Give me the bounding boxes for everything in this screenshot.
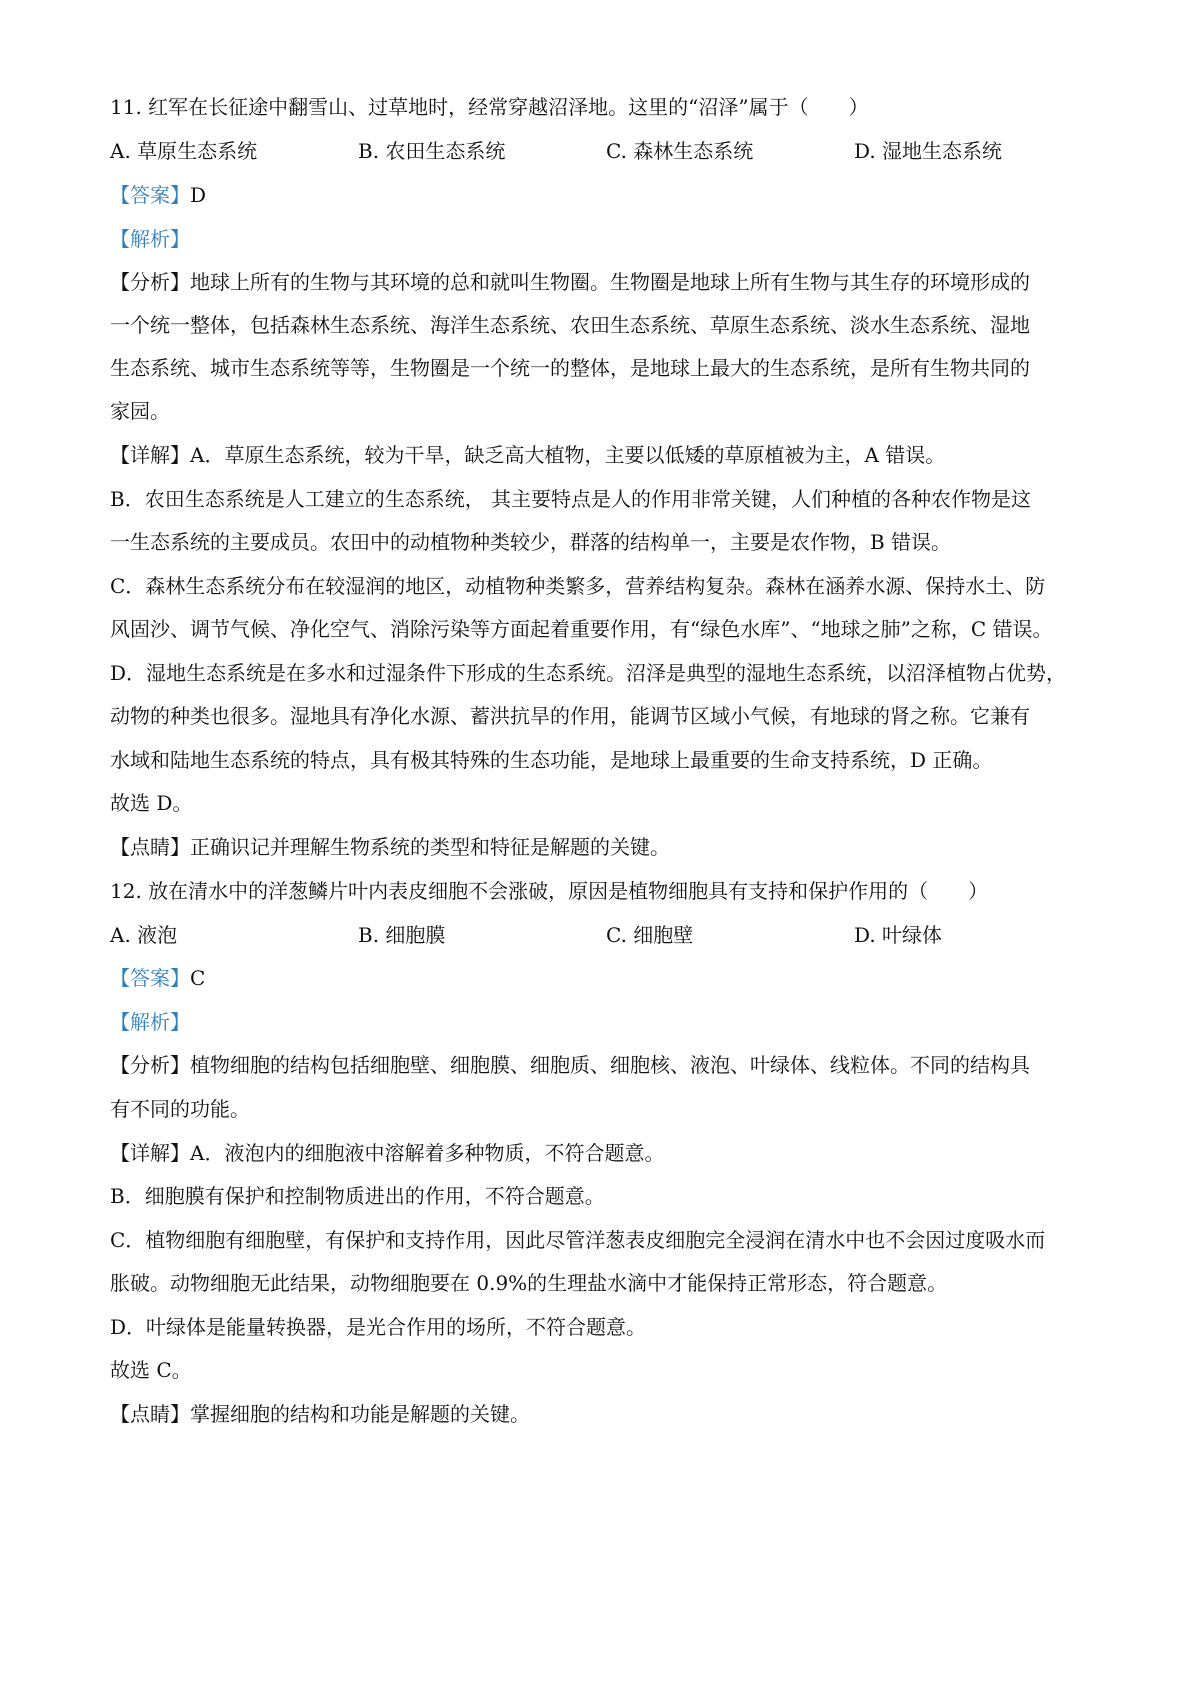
- q12-xiangjie-line-6: 故选 C。: [110, 1358, 192, 1382]
- q12-answer: C: [190, 966, 206, 990]
- q12-option-d: D. 叶绿体: [854, 923, 943, 947]
- q11-fenxi-line-3: 生态系统、城市生态系统等等，生物圈是一个统一的整体，是地球上最大的生态系统，是所有生物共同的: [110, 356, 1030, 380]
- q12-xiangjie-line-5: D．叶绿体是能量转换器，是光合作用的场所，不符合题意。: [110, 1315, 647, 1339]
- q12-option-c: C. 细胞壁: [606, 923, 694, 947]
- q11-fenxi-line-1: [110, 267, 1100, 297]
- q11-xiangjie-line-9: 故选 D。: [110, 791, 193, 815]
- q11-answer-line: [110, 180, 1100, 210]
- q12-answer-line: [110, 963, 1100, 993]
- q11-options: [110, 136, 1100, 166]
- q11-option-b: B. 农田生态系统: [358, 139, 506, 163]
- q11-analysis-tag: 【解析】: [110, 227, 190, 251]
- q11-answer-tag: 【答案】: [110, 183, 190, 207]
- q11-dianjing-line: [110, 832, 1100, 862]
- q11-xiangjie-line-1: [110, 440, 1100, 470]
- q11-xiangjie-tag: 【详解】: [110, 443, 190, 467]
- q12-fenxi-tag: 【分析】: [110, 1053, 190, 1077]
- q12-dianjing-text: 掌握细胞的结构和功能是解题的关键。: [190, 1402, 530, 1426]
- q12-option-a: A. 液泡: [110, 923, 178, 947]
- q11-question: 11. 红军在长征途中翻雪山、过草地时，经常穿越沼泽地。这里的“沼泽”属于（ ）: [110, 95, 869, 119]
- q11-dianjing-text: 正确识记并理解生物系统的类型和特征是解题的关键。: [190, 835, 670, 859]
- q11-dianjing-tag: 【点睛】: [110, 835, 190, 859]
- q12-xiangjie-line-2: B．细胞膜有保护和控制物质进出的作用，不符合题意。: [110, 1184, 605, 1208]
- q11-fenxi-tag: 【分析】: [110, 270, 190, 294]
- q12-analysis-tag: 【解析】: [110, 1010, 190, 1034]
- q12-xiangjie-line-3: C．植物细胞有细胞壁，有保护和支持作用，因此尽管洋葱表皮细胞完全浸润在清水中也不会因过度吸水而: [110, 1228, 1046, 1252]
- q11-answer: D: [190, 183, 207, 207]
- q11-fenxi-line-4: 家园。: [110, 399, 170, 423]
- q11-option-c: C. 森林生态系统: [606, 139, 754, 163]
- q12-fenxi-line-1: [110, 1050, 1100, 1080]
- q11-xiangjie-line-8: 水域和陆地生态系统的特点，具有极其特殊的生态功能，是地球上最重要的生命支持系统，D 正确。: [110, 748, 993, 772]
- q12-xiangjie-tag: 【详解】: [110, 1141, 190, 1165]
- q12-xiangjie-line-1: [110, 1138, 1100, 1168]
- q12-fenxi-line-2: 有不同的功能。: [110, 1097, 250, 1121]
- q12-dianjing-tag: 【点睛】: [110, 1402, 190, 1426]
- q12-option-b: B. 细胞膜: [358, 923, 446, 947]
- q12-options: [110, 920, 1100, 950]
- q11-fenxi-line-2: 一个统一整体，包括森林生态系统、海洋生态系统、农田生态系统、草原生态系统、淡水生态系统、湿地: [110, 313, 1030, 337]
- q11-option-a: A. 草原生态系统: [110, 139, 258, 163]
- q11-xiangjie-text-1: A．草原生态系统，较为干旱，缺乏高大植物，主要以低矮的草原植被为主，A 错误。: [190, 443, 946, 467]
- q11-xiangjie-line-7: 动物的种类也很多。湿地具有净化水源、蓄洪抗旱的作用，能调节区域小气候，有地球的肾之称。它兼有: [110, 704, 1030, 728]
- q11-xiangjie-line-4: C．森林生态系统分布在较湿润的地区，动植物种类繁多，营养结构复杂。森林在涵养水源、保持水土、防: [110, 574, 1046, 598]
- q11-xiangjie-line-6: D．湿地生态系统是在多水和过湿条件下形成的生态系统。沼泽是典型的湿地生态系统，以沼泽植物占优势，: [110, 661, 1067, 685]
- q11-xiangjie-line-3: 一生态系统的主要成员。农田中的动植物种类较少，群落的结构单一，主要是农作物，B 错误。: [110, 530, 952, 554]
- q11-fenxi-text-1: 地球上所有的生物与其环境的总和就叫生物圈。生物圈是地球上所有生物与其生存的环境形成的: [190, 270, 1030, 294]
- q11-xiangjie-line-5: 风固沙、调节气候、净化空气、消除污染等方面起着重要作用，有“绿色水库”、“地球之肺”之称，C 错误。: [110, 617, 1053, 641]
- q12-fenxi-text-1: 植物细胞的结构包括细胞壁、细胞膜、细胞质、细胞核、液泡、叶绿体、线粒体。不同的结构具: [190, 1053, 1030, 1077]
- q12-answer-tag: 【答案】: [110, 966, 190, 990]
- q11-option-d: D. 湿地生态系统: [854, 139, 1003, 163]
- q12-question: 12. 放在清水中的洋葱鳞片叶内表皮细胞不会涨破，原因是植物细胞具有支持和保护作用的（ ）: [110, 879, 989, 903]
- q12-xiangjie-line-4: 胀破。动物细胞无此结果，动物细胞要在 0.9%的生理盐水滴中才能保持正常形态，符合题意。: [110, 1271, 948, 1295]
- q12-xiangjie-text-1: A．液泡内的细胞液中溶解着多种物质，不符合题意。: [190, 1141, 665, 1165]
- q11-xiangjie-line-2: B．农田生态系统是人工建立的生态系统， 其主要特点是人的作用非常关键，人们种植的各种农作物是这: [110, 487, 1032, 511]
- q12-dianjing-line: [110, 1399, 1100, 1429]
